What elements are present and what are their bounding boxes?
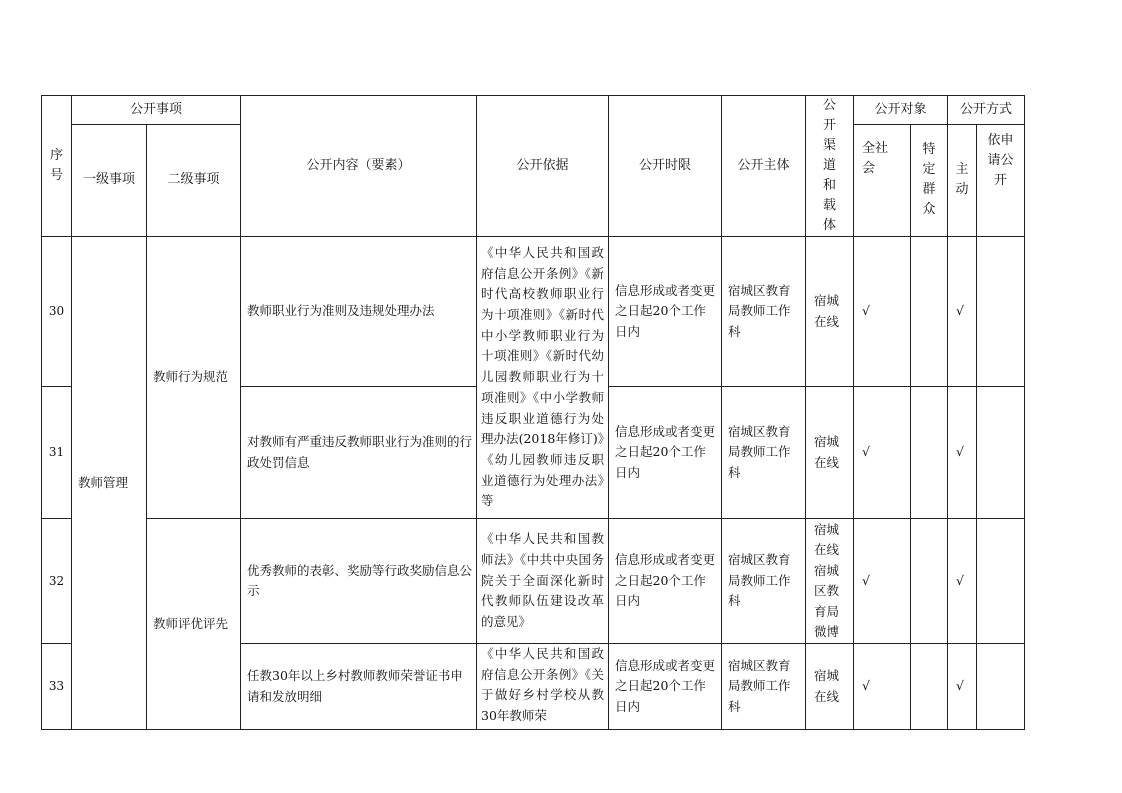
- row-target-specific: [911, 237, 948, 387]
- row-target-all: √: [854, 519, 911, 644]
- header-target-all: 全社会: [854, 124, 911, 236]
- header-seq: 序号: [42, 96, 72, 237]
- header-method-active: 主动: [948, 124, 977, 236]
- row-method-apply: [977, 387, 1025, 519]
- level2-cell: 教师评优评先: [147, 519, 241, 730]
- row-content: 优秀教师的表彰、奖励等行政奖励信息公示: [241, 519, 477, 644]
- row-subject: 宿城区教育局教师工作科: [722, 644, 806, 730]
- row-target-specific: [911, 387, 948, 519]
- row-subject: 宿城区教育局教师工作科: [722, 519, 806, 644]
- row-content: 对教师有严重违反教师职业行为准则的行政处罚信息: [241, 387, 477, 519]
- row-time-limit: 信息形成或者变更之日起20个工作日内: [609, 519, 722, 644]
- row-time-limit: 信息形成或者变更之日起20个工作日内: [609, 644, 722, 730]
- row-seq: 33: [42, 644, 72, 730]
- row-channel: 宿城在线: [806, 237, 854, 387]
- row-channel: 宿城在线: [806, 387, 854, 519]
- row-channel: 宿城在线宿城区教育局微博: [806, 519, 854, 644]
- header-subject: 公开主体: [722, 96, 806, 237]
- header-level1: 一级事项: [72, 124, 147, 236]
- row-method-active: √: [948, 387, 977, 519]
- header-method: 公开方式: [948, 96, 1025, 125]
- row-time-limit: 信息形成或者变更之日起20个工作日内: [609, 237, 722, 387]
- header-target-specific: 特定群众: [911, 124, 948, 236]
- row-basis: 《中华人民共和国政府信息公开条例》《新时代高校教师职业行为十项准则》《新时代中小学教师职业行为十项准则》《新时代幼儿园教师职业行为十项准则》《中小学教师违反职业道德行为处理办法(2018年修订)》《幼儿园教师违反职业道德行为处理办法》等: [477, 237, 609, 519]
- row-method-active: √: [948, 644, 977, 730]
- row-target-all: √: [854, 387, 911, 519]
- header-target: 公开对象: [854, 96, 948, 125]
- header-level2: 二级事项: [147, 124, 241, 236]
- row-method-apply: [977, 237, 1025, 387]
- table-row: [42, 519, 1025, 644]
- row-seq: 31: [42, 387, 72, 519]
- row-target-all: √: [854, 237, 911, 387]
- row-target-specific: [911, 644, 948, 730]
- header-channel: 公开渠道和载体: [806, 96, 854, 237]
- row-method-active: √: [948, 519, 977, 644]
- level1-cell: 教师管理: [72, 237, 147, 730]
- row-subject: 宿城区教育局教师工作科: [722, 237, 806, 387]
- row-basis: 《中华人民共和国教师法》《中共中央国务院关于全面深化新时代教师队伍建设改革的意见》: [477, 519, 609, 644]
- header-content: 公开内容（要素）: [241, 96, 477, 237]
- row-seq: 30: [42, 237, 72, 387]
- row-target-all: √: [854, 644, 911, 730]
- row-target-specific: [911, 519, 948, 644]
- level2-cell: 教师行为规范: [147, 237, 241, 519]
- table-row: [42, 237, 1025, 387]
- row-content: 教师职业行为准则及违规处理办法: [241, 237, 477, 387]
- row-method-apply: [977, 644, 1025, 730]
- disclosure-table: [41, 95, 1025, 730]
- header-method-apply: 依申请公开: [977, 124, 1025, 236]
- row-basis: 《中华人民共和国政府信息公开条例》《关于做好乡村学校从教30年教师荣: [477, 644, 609, 730]
- row-method-active: √: [948, 237, 977, 387]
- row-seq: 32: [42, 519, 72, 644]
- row-channel: 宿城在线: [806, 644, 854, 730]
- row-content: 任教30年以上乡村教师教师荣誉证书申请和发放明细: [241, 644, 477, 730]
- row-subject: 宿城区教育局教师工作科: [722, 387, 806, 519]
- row-method-apply: [977, 519, 1025, 644]
- header-public-items: 公开事项: [72, 96, 241, 125]
- header-basis: 公开依据: [477, 96, 609, 237]
- row-time-limit: 信息形成或者变更之日起20个工作日内: [609, 387, 722, 519]
- header-time-limit: 公开时限: [609, 96, 722, 237]
